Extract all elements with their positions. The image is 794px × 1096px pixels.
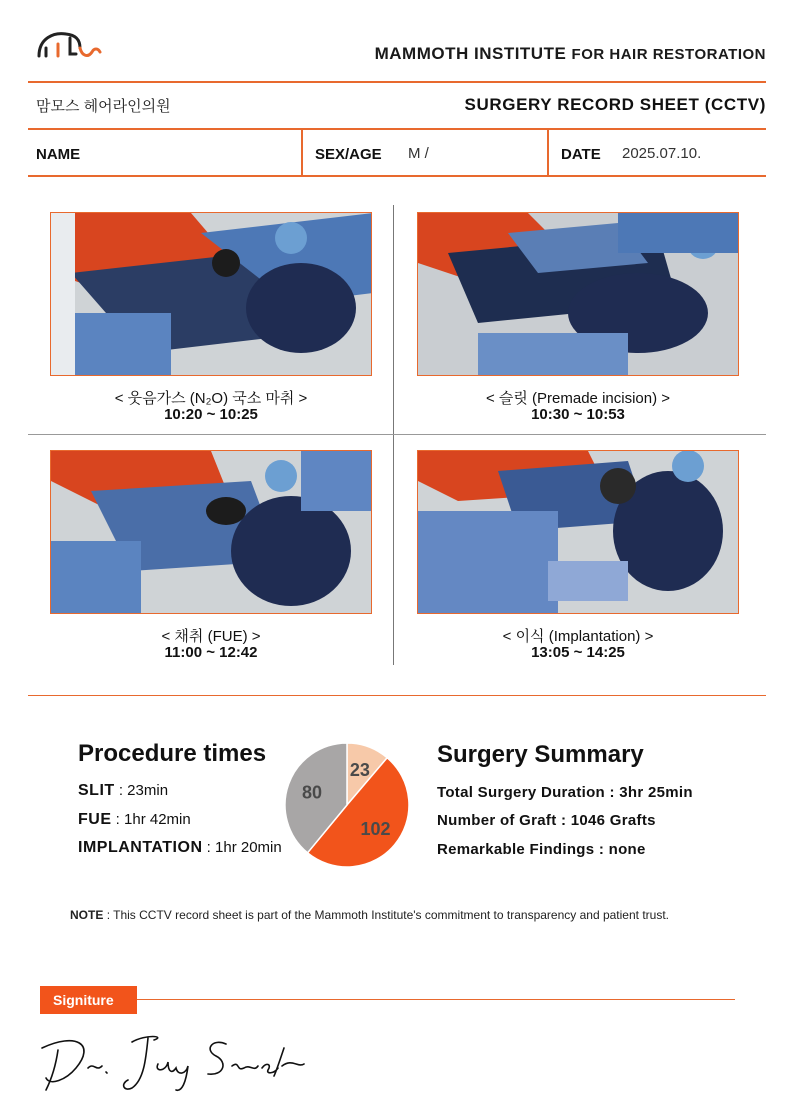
signature-line — [137, 999, 735, 1000]
pie-label-slit: 23 — [349, 760, 370, 781]
divider — [28, 128, 766, 130]
handwritten-signature — [36, 1028, 306, 1094]
institute-name: MAMMOTH INSTITUTE FOR HAIR RESTORATION — [374, 44, 766, 63]
divider — [28, 175, 766, 177]
total-duration: Total Surgery Duration : 3hr 25min — [437, 784, 693, 801]
grid-divider — [28, 434, 766, 435]
cctv-photo-implantation — [417, 450, 739, 614]
divider — [28, 81, 766, 83]
photo-caption: < 슬릿 (Premade incision) > — [485, 390, 671, 407]
cctv-photo-slit — [417, 212, 739, 376]
photo-caption: < 이식 (Implantation) > — [502, 628, 654, 645]
grid-divider — [393, 205, 394, 665]
cctv-photo-fue — [50, 450, 372, 614]
remarkable-findings: Remarkable Findings : none — [437, 841, 646, 858]
procedure-times-title: Procedure times — [78, 740, 267, 767]
sexage-value: M / — [408, 145, 429, 162]
sheet-title: SURGERY RECORD SHEET (CCTV) — [464, 95, 766, 114]
slit-time: SLIT : 23min — [78, 782, 169, 799]
date-label: DATE — [561, 146, 601, 163]
note: NOTE : This CCTV record sheet is part of the Mammoth Institute's commitment to transparency and patient trust. — [70, 908, 669, 922]
sexage-label: SEX/AGE — [315, 146, 382, 163]
name-label: NAME — [36, 146, 81, 163]
photo-caption: < 웃음가스 (N₂O) 국소 마취 > — [114, 390, 308, 407]
divider — [547, 129, 549, 176]
procedure-pie-chart — [284, 742, 410, 868]
photo-caption: < 채취 (FUE) > — [161, 628, 261, 645]
pie-label-implantation: 80 — [301, 782, 323, 803]
photo-time: 10:20 ~ 10:25 — [164, 406, 258, 423]
fue-time: FUE : 1hr 42min — [78, 811, 191, 828]
clinic-korean-name: 맘모스 헤어라인의원 — [36, 98, 171, 115]
photo-time: 11:00 ~ 12:42 — [164, 644, 258, 661]
photo-time: 10:30 ~ 10:53 — [531, 406, 625, 423]
date-value: 2025.07.10. — [622, 145, 702, 162]
pie-label-fue: 102 — [360, 818, 391, 839]
cctv-photo-anesthesia — [50, 212, 372, 376]
signature-label: Signiture — [40, 986, 137, 1014]
divider — [301, 129, 303, 176]
divider — [28, 695, 766, 696]
mammoth-logo-icon — [36, 26, 108, 64]
surgery-summary-title: Surgery Summary — [437, 741, 644, 768]
implantation-time: IMPLANTATION : 1hr 20min — [78, 839, 282, 856]
photo-time: 13:05 ~ 14:25 — [531, 644, 625, 661]
graft-count: Number of Graft : 1046 Grafts — [437, 812, 656, 829]
